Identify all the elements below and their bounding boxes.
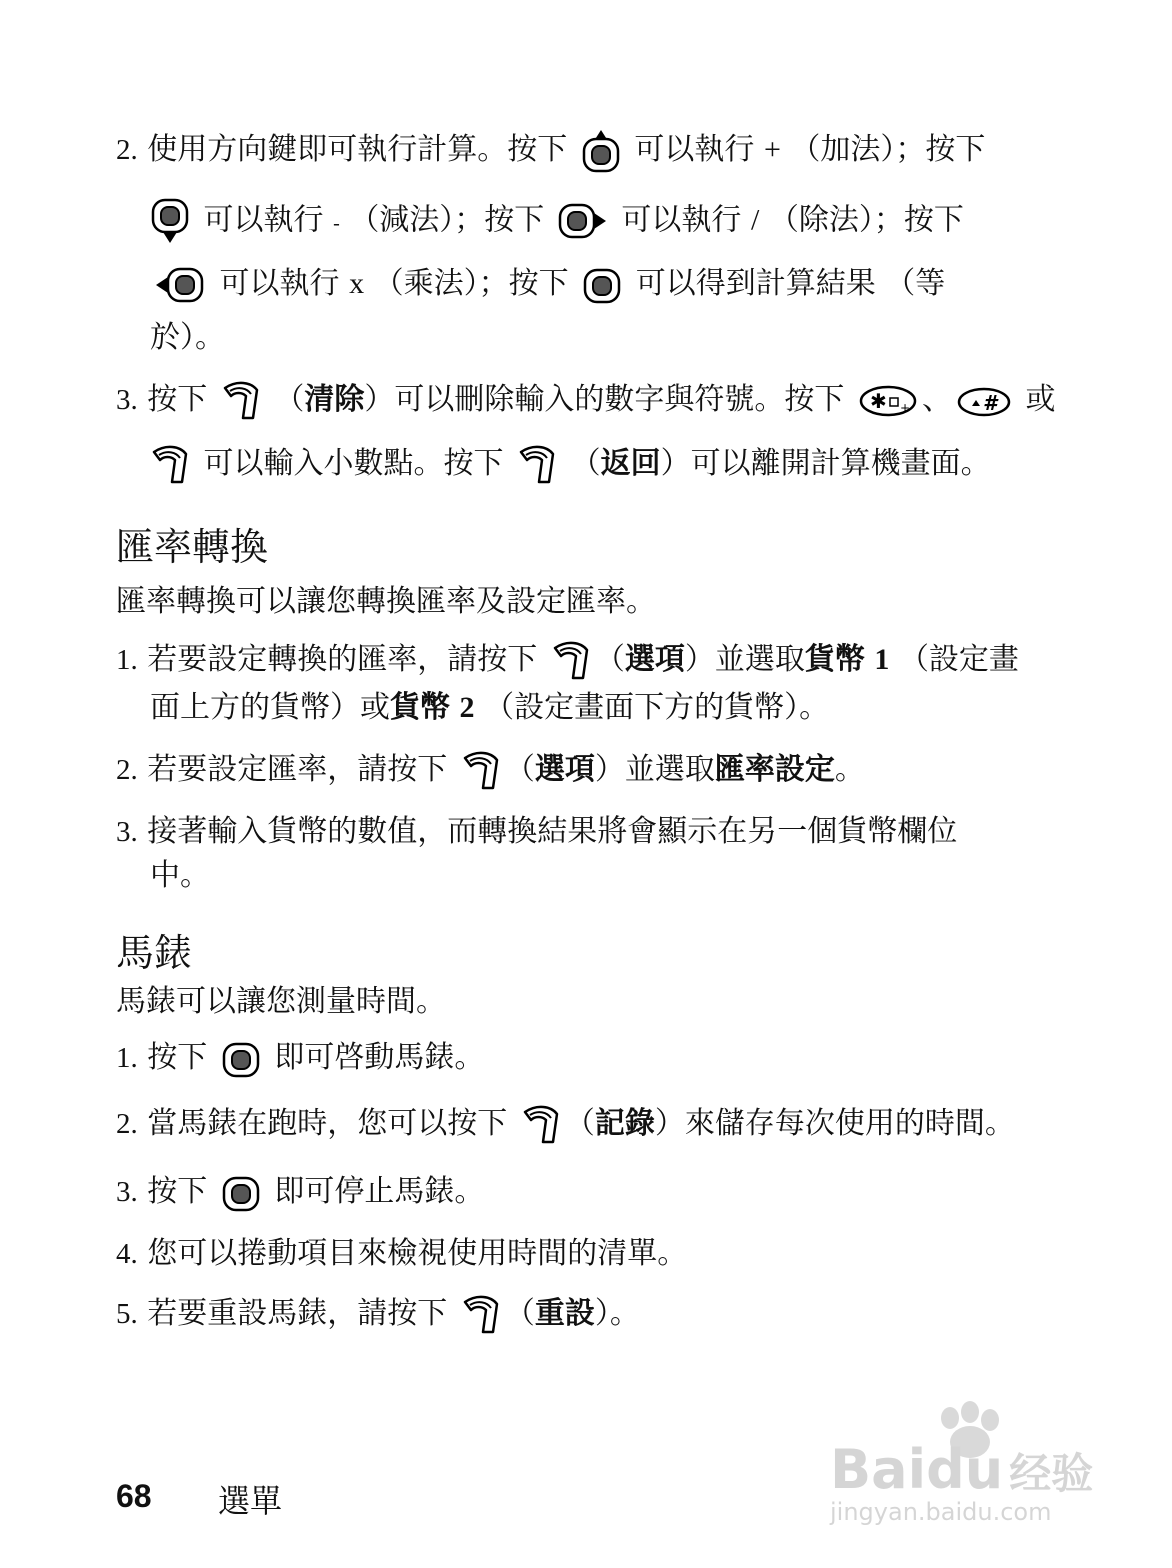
operator-subtract: - — [333, 212, 340, 235]
list-text: （ — [274, 382, 305, 417]
list-text: （設定畫面下方的貨幣）。 — [484, 690, 830, 725]
list-text: ）並選取 — [684, 642, 805, 677]
list-text: 按下 — [147, 1040, 208, 1075]
section-heading-currency: 匯率轉換 — [116, 525, 269, 569]
watermark-url: jingyan.baidu.com — [830, 1498, 1052, 1526]
list-text: ）。 — [594, 1296, 640, 1331]
list-number: 1. — [116, 1042, 138, 1074]
list-text: （ — [504, 1296, 535, 1331]
list-number: 4. — [116, 1238, 138, 1270]
list-text: 可以執行 — [634, 132, 755, 167]
list-text: 即可停止馬錶。 — [274, 1174, 485, 1209]
nav-left-key-icon — [154, 265, 206, 305]
stopwatch-item3 — [116, 1170, 484, 1214]
watermark-brand2: du — [926, 1438, 1004, 1501]
stopwatch-item5 — [116, 1292, 640, 1336]
stopwatch-item2 — [116, 1102, 1015, 1146]
svg-text:✱: ✱ — [869, 388, 887, 413]
watermark-cn: 经验 — [1009, 1449, 1094, 1498]
list-text: （ — [594, 642, 625, 677]
list-text: ）來儲存每次使用的時間。 — [654, 1106, 1015, 1141]
list-text: （減法）；按下 — [349, 202, 545, 238]
nav-down-key-icon — [150, 198, 190, 244]
list-text: ）可以離開計算機畫面。 — [660, 446, 991, 481]
list-text: （乘法）；按下 — [373, 266, 569, 301]
currency-2-label: 貨幣 — [390, 690, 450, 725]
list-text: 面上方的貨幣）或 — [150, 690, 390, 725]
list-number: 1. — [116, 644, 138, 676]
stopwatch-item4 — [116, 1232, 687, 1276]
list-text: （ — [564, 1106, 595, 1141]
svg-text:+: + — [899, 400, 910, 415]
list-text: 當馬錶在跑時，您可以按下 — [147, 1106, 508, 1141]
list-text: 可以執行 — [621, 202, 742, 238]
nav-up-key-icon — [581, 129, 621, 173]
list-text: ）可以刪除輸入的數字與符號。按下 — [364, 382, 845, 417]
list-text: 可以得到計算結果 （等 — [635, 266, 946, 301]
list-text: 若要設定轉換的匯率，請按下 — [147, 642, 538, 677]
currency-item3-line2 — [150, 854, 210, 898]
list-text: （ — [504, 752, 535, 787]
right-soft-key-icon — [221, 380, 261, 422]
list-text: 接著輸入貨幣的數值，而轉換結果將會顯示在另一個貨幣欄位 — [147, 814, 958, 849]
star-key-icon — [858, 384, 918, 418]
list-text: 按下 — [147, 382, 208, 417]
baidu-watermark — [830, 1398, 1100, 1528]
operator-divide: / — [750, 203, 760, 237]
center-select-key-icon — [582, 265, 622, 305]
left-soft-key-icon — [551, 640, 591, 682]
clear-label: 清除 — [304, 382, 365, 417]
list-text: 使用方向鍵即可執行計算。按下 — [147, 132, 568, 167]
hash-key-icon — [956, 384, 1012, 418]
list-number: 3. — [116, 816, 138, 848]
list-text: （加法）；按下 — [790, 132, 986, 167]
nav-right-key-icon — [558, 201, 608, 241]
rate-setting-label: 匯率設定 — [714, 752, 835, 787]
list-text: 。 — [834, 752, 865, 787]
list-text: （ — [570, 446, 601, 481]
list-text: 若要重設馬錶，請按下 — [147, 1296, 448, 1331]
list-text: 於）。 — [150, 320, 225, 355]
footer-section-label: 選單 — [218, 1482, 283, 1520]
calc-item2-line2 — [150, 198, 964, 246]
list-number: 3. — [116, 1176, 138, 1208]
calc-item2-line1 — [116, 128, 985, 173]
section-heading-stopwatch: 馬錶 — [116, 931, 193, 975]
list-text: 可以執行 — [203, 202, 324, 238]
left-soft-key-icon — [461, 1294, 501, 1336]
page-number: 68 — [116, 1478, 152, 1514]
calc-item2-line4 — [150, 316, 225, 360]
center-select-key-icon — [221, 1173, 261, 1213]
list-number: 2. — [116, 134, 138, 166]
section-intro-currency: 匯率轉換可以讓您轉換匯率及設定匯率。 — [116, 584, 656, 619]
currency-2-number: 2 — [459, 691, 475, 724]
watermark-brand: Bai — [830, 1438, 927, 1501]
list-text: 或 — [1025, 382, 1056, 417]
list-text: ）並選取 — [594, 752, 715, 787]
list-text: 可以輸入小數點。按下 — [203, 446, 504, 481]
list-text: （除法）；按下 — [768, 202, 964, 238]
record-label: 記錄 — [594, 1106, 655, 1141]
list-text: （設定畫 — [898, 642, 1019, 677]
left-soft-key-icon — [150, 444, 190, 486]
left-soft-key-icon — [461, 750, 501, 792]
list-text: 、 — [921, 382, 952, 417]
stopwatch-item1 — [116, 1036, 484, 1080]
list-text: 按下 — [147, 1174, 208, 1209]
right-soft-key-icon — [517, 444, 557, 486]
currency-item2-line1 — [116, 748, 865, 792]
reset-label: 重設 — [534, 1296, 595, 1331]
svg-text:#: # — [982, 390, 997, 415]
list-number: 3. — [116, 384, 138, 416]
options-label: 選項 — [534, 752, 595, 787]
list-text: 可以執行 — [219, 266, 340, 301]
list-number: 2. — [116, 754, 138, 786]
calc-item3-line1 — [116, 378, 1055, 422]
currency-item1-line2 — [150, 686, 829, 730]
list-text: 若要設定匯率，請按下 — [147, 752, 448, 787]
left-soft-key-icon — [521, 1104, 561, 1146]
back-label: 返回 — [600, 446, 661, 481]
center-select-key-icon — [221, 1039, 261, 1079]
currency-1-label: 貨幣 — [804, 642, 865, 677]
list-number: 2. — [116, 1108, 138, 1140]
list-number: 5. — [116, 1298, 138, 1330]
calc-item3-line2 — [150, 442, 991, 486]
list-text: 即可啓動馬錶。 — [274, 1040, 485, 1075]
operator-multiply: x — [349, 267, 365, 300]
currency-item3-line1 — [116, 810, 957, 854]
list-text: 中。 — [150, 858, 210, 893]
options-label: 選項 — [624, 642, 685, 677]
section-intro-stopwatch: 馬錶可以讓您測量時間。 — [116, 984, 446, 1019]
calc-item2-line3 — [150, 262, 945, 306]
currency-item1-line1 — [116, 638, 1019, 682]
list-text: 您可以捲動項目來檢視使用時間的清單。 — [147, 1236, 688, 1271]
currency-1-number: 1 — [874, 643, 890, 676]
operator-add: + — [763, 133, 781, 166]
